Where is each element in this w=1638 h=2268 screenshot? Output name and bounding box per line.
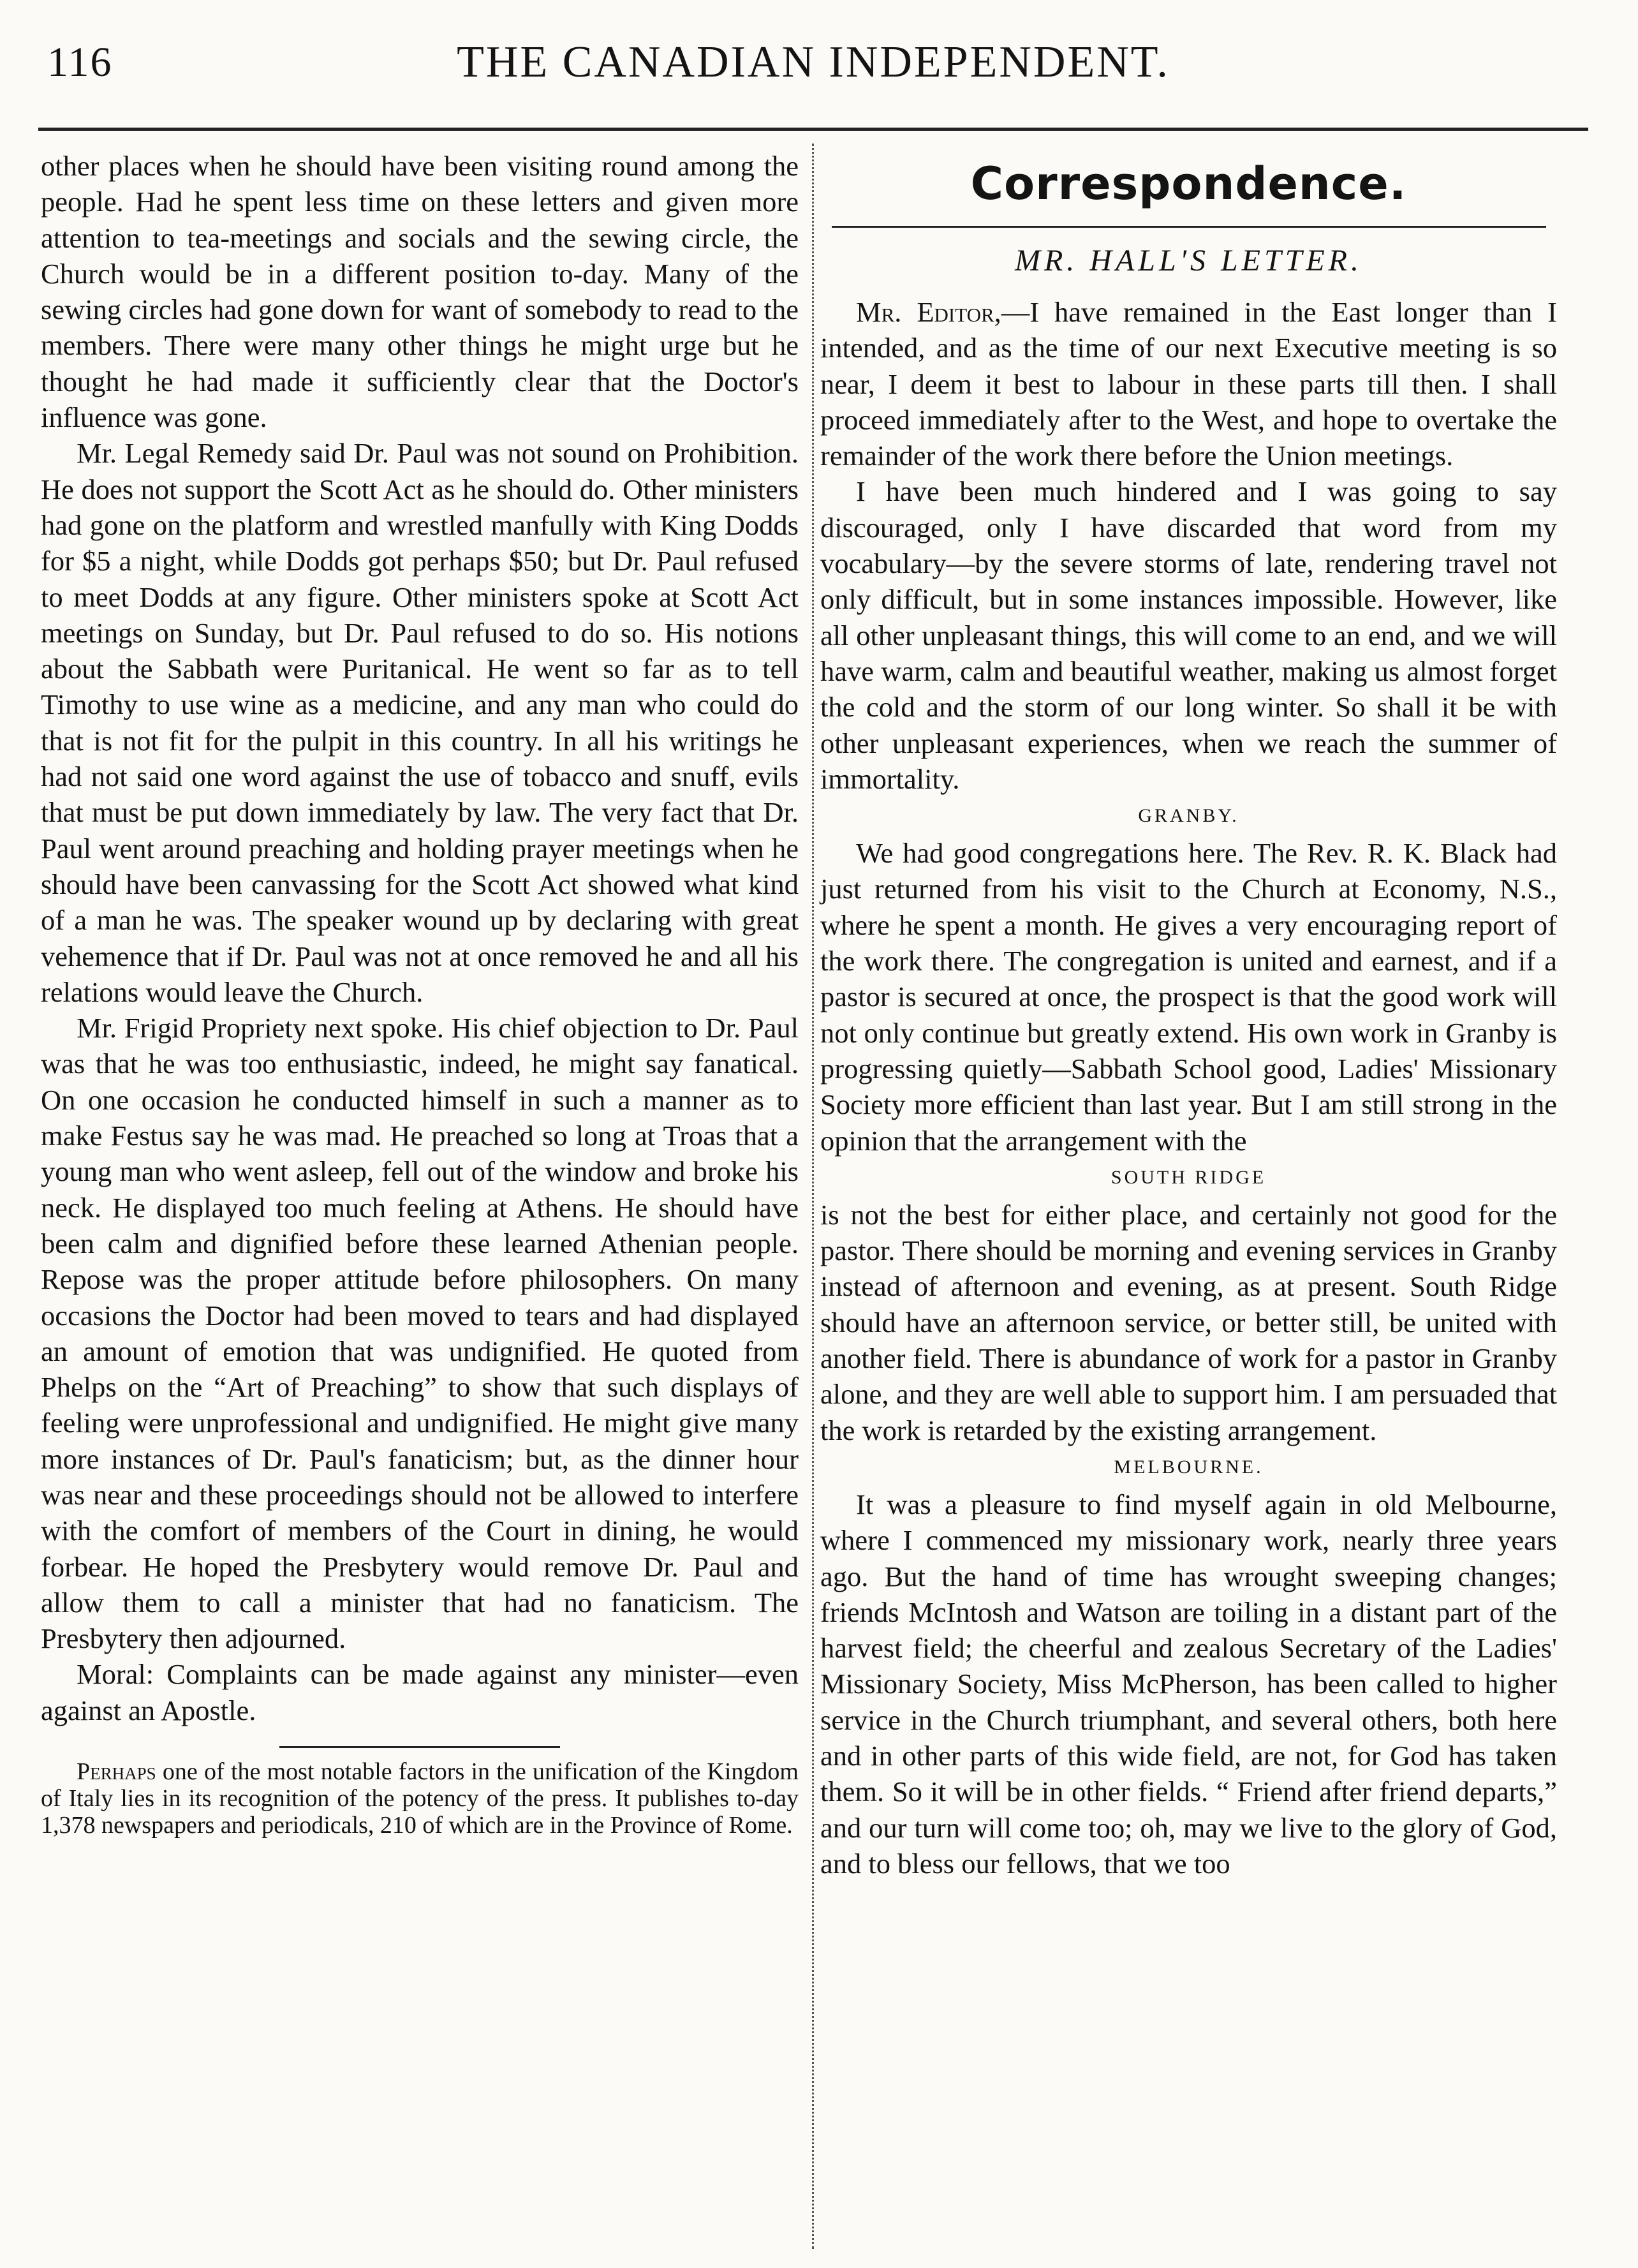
- letter-paragraph: We had good congregations here. The Rev. R. K. Black had just returned from his visit to the Church at Economy, N.S., where he spent a month. He gives a very encouraging report of the work there. The congregation is united and earnest, and if a pastor is secured at once, the prospect is that the good work will not only continue but greatly extend. His own work in Granby is progressing quietly—Sabbath School good, Ladies' Missionary Society more efficient than last year. But I am still strong in the opinion that the arrangement with the: [820, 837, 1557, 1157]
- article-paragraph: Mr. Frigid Propriety next spoke. His chief objection to Dr. Paul was that he was too enthusiastic, indeed, he might say fanatical. On one occasion he conducted himself in such a manner as to make Festus say he was mad. He preached so long at Troas that a young man who went asleep, fell out of the window and broke his neck. He displayed too much feeling at Athens. He should have been calm and dignified before these learned Athenian people. Repose was the proper attitude before philosophers. On many occasions the Doctor had been moved to tears and had displayed an amount of emotion that was undignified. He quoted from Phelps on the “Art of Preaching” to show that such displays of feeling were unprofessional and undignified. He might give many more instances of Dr. Paul's fanaticism; but, as the dinner hour was near and these proceedings should not be allowed to interfere with the comfort of members of the Court in dining, he would forbear. He hoped the Presbytery would remove Dr. Paul and allow them to call a minister that had no fanaticism. The Presbytery then adjourned.: [41, 1012, 799, 1655]
- footnote-rule: [279, 1746, 560, 1748]
- section-heading: Correspondence.: [970, 158, 1407, 210]
- article-paragraph: other places when he should have been visiting round among the people. Had he spent less time on these letters and given more attention to tea-meetings and socials and the sewing circle, the Church would be in a different position to-day. Many of the sewing circles had gone down for want of somebody to read to the members. There were many other things he might urge but he thought he had made it sufficiently clear that the Doctor's influence was gone.: [41, 150, 799, 434]
- salutation: Mr. Editor,: [856, 296, 1001, 328]
- running-title: THE CANADIAN INDEPENDENT.: [457, 38, 1170, 87]
- place-heading-south-ridge: SOUTH RIDGE: [1110, 1166, 1267, 1188]
- letter-paragraph: [820, 294, 1557, 473]
- page-number: 116: [47, 39, 113, 85]
- left-column: [41, 148, 799, 1839]
- letter-paragraph: is not the best for either place, and certainly not good for the pastor. There should be morning and evening services in Granby instead of afternoon and evening, as at present. South Ridge should have an afternoon service, or better still, be united with another field. There is abundance of work for a pastor in Granby alone, and they are well able to support him. I am persuaded that the work is retarded by the existing arrangement.: [820, 1198, 1557, 1446]
- letter-paragraph-text: —I have remained in the East longer than I intended, and as the time of our next Executive meeting is so near, I deem it best to labour in these parts till then. I shall proceed immediately after to the West, and hope to overtake the remainder of the work there before the Union meetings.: [820, 296, 1557, 472]
- moral-paragraph: Moral: Complaints can be made against any minister—even against an Apostle.: [41, 1658, 799, 1726]
- column-divider: [812, 144, 814, 2249]
- place-heading-melbourne: MELBOURNE.: [1114, 1456, 1264, 1478]
- letter-title: MR. HALL'S LETTER.: [1015, 244, 1362, 278]
- letter-paragraph: It was a pleasure to find myself again in old Melbourne, where I commenced my missionary work, nearly three years ago. But the hand of time has wrought sweeping changes; friends McIntosh and Watson are toiling in a distant part of the harvest field; the cheerful and zealous Secretary of the Ladies' Missionary Society, Miss McPherson, has been called to higher service in the Church triumphant, and several others, both here and in other parts of this wide field, are not, for God has taken them. So it will be in other fields. “ Friend after friend departs,” and our turn will come too; oh, may we live to the glory of God, and to bless our fellows, that we too: [820, 1488, 1557, 1879]
- footnote: [41, 1758, 799, 1839]
- page-header: [38, 26, 1588, 102]
- place-heading-granby: GRANBY.: [1138, 805, 1239, 827]
- right-column: [820, 145, 1557, 1881]
- letter-paragraph: I have been much hindered and I was going to say discouraged, only I have discarded that word from my vocabulary—by the severe storms of late, rendering travel not only difficult, but in some instances impossible. However, like all other unpleasant things, this will come to an end, and we will have warm, calm and beautiful weather, making us almost forget the cold and the storm of our long winter. So shall it be with other unpleasant experiences, when we reach the summer of immortality.: [820, 475, 1557, 795]
- article-paragraph: Mr. Legal Remedy said Dr. Paul was not sound on Prohibition. He does not support the Scott Act as he should do. Other ministers had gone on the platform and wrestled manfully with King Dodds for $5 a night, while Dodds got perhaps $50; but Dr. Paul refused to meet Dodds at any figure. Other ministers spoke at Scott Act meetings on Sunday, but Dr. Paul refused to do so. His notions about the Sabbath were Puritanical. He went so far as to tell Timothy to use wine as a medicine, and any man who could do that is not fit for the pulpit in this country. In all his writings he had not said one word against the use of tobacco and snuff, evils that must be put down immediately by law. The very fact that Dr. Paul went around preaching and holding prayer meetings when he should have been canvassing for the Scott Act showed what kind of a man he was. The speaker wound up by declaring with great vehemence that if Dr. Paul was not at once removed he and all his relations would leave the Church.: [41, 437, 799, 1008]
- header-rule: [38, 128, 1588, 131]
- section-heading-rule: [832, 226, 1546, 228]
- footnote-lead: Perhaps: [77, 1758, 156, 1786]
- footnote-text: one of the most notable factors in the unification of the Kingdom of Italy lies in its recognition of the potency of the press. It publishes to-day 1,378 newspapers and periodicals, 210 of which are in the Province of Rome.: [41, 1758, 799, 1839]
